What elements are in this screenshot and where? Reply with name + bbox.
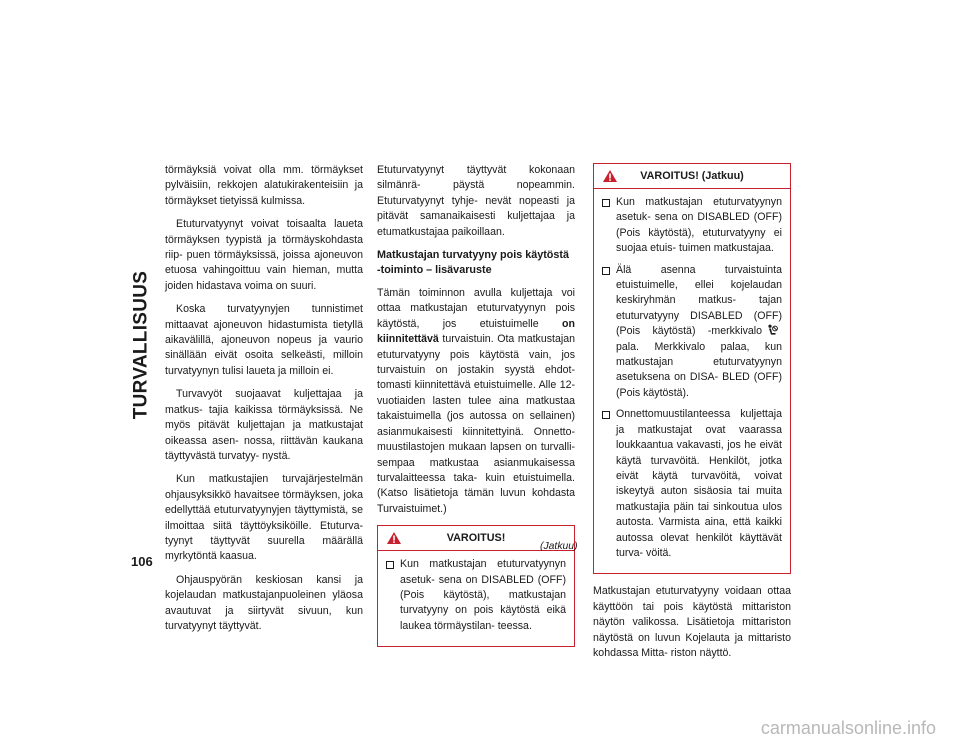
page-number: 106	[131, 554, 153, 569]
list-item	[602, 263, 782, 402]
emphasis-text: on kiinnitettävä	[377, 317, 575, 346]
section-tab	[130, 160, 152, 530]
continued-label: (Jatkuu)	[540, 541, 578, 552]
section-heading-line2: -toiminto – lisävaruste	[377, 264, 492, 277]
list-item-text: Kun matkustajan etuturvatyynyn asetuk- sena on DISABLED (OFF) (Pois käytöstä), etuturvatyyny ei suojaa etuis- tuimen matkustajaa.	[616, 196, 782, 255]
paragraph: Koska turvatyynyjen tunnistimet mittaavat ajoneuvon hidastumista tietyllä aikavälillä, ajoneuvon nopeus ja vaurio sinällään eivät osoita selkeästi, milloin turvatyynyn tulisi laueta ja milloin ei.	[165, 303, 363, 377]
column-3	[593, 163, 791, 669]
list-item	[602, 407, 782, 561]
column-2	[377, 163, 575, 657]
column-1	[165, 163, 363, 642]
paragraph: Matkustajan etuturvatyyny voidaan ottaa käyttöön tai pois käytöstä mittariston näytön valikossa. Lisätietoja mittariston näytöstä on luvun Kojelauta ja mittaristo kohdassa Mitta- riston näyttö.	[593, 585, 791, 659]
text-run: turvaistuin. Ota matkustajan etuturvatyyny pois käytöstä vain, jos turvaistuin on jostakin syystä ehdot- tomasti kiinnitettävä etuistuimelle. Alle 12-vuotiaiden lasten tulee aina matkustaa takaistuimella (jos autossa on sellainen) asianmukaisesti kiinnitettyinä. Onnetto- muustilastojen mukaan lapsen on turvalli- sempaa matkustaa asianmukaisessa turvalaitteessa taka- kuin etuistuimella. (Katso lisätietoja tämän luvun kohdasta Turvaistuimet.)	[377, 333, 575, 515]
list-item	[602, 195, 782, 257]
warning-header	[594, 164, 790, 189]
paragraph: Ohjauspyörän keskiosan kansi ja kojelaudan matkustajanpuoleinen yläosa avautuvat ja siirtyvät sivuun, kun turvatyynyt täyttyvät.	[165, 573, 363, 632]
warning-triangle-icon	[386, 531, 402, 545]
section-heading	[377, 248, 575, 278]
airbag-off-indicator-icon	[766, 324, 778, 337]
paragraph: Etuturvatyynyt täyttyvät kokonaan silmänrä- päystä nopeammin. Etuturvatyynyt tyhje- nevät nopeasti ja pitävät samanaikaisesti kuljettajaa ja etumatkustajaa paikoillaan.	[377, 164, 575, 238]
footer-watermark: carmanualsonline.info	[760, 717, 936, 738]
warning-title: VAROITUS! (Jatkuu)	[640, 170, 744, 182]
section-tab-label: TURVALLISUUS	[130, 270, 152, 420]
paragraph: Kun matkustajien turvajärjestelmän ohjausyksikkö havaitsee törmäyksen, joka edellyttää etuturvatyynyjen täyttymistä, se ilmoittaa siitä täyttöyksiköille. Etuturva- tyynyt täyttyvät suurella määrällä myrkytöntä kaasua.	[165, 473, 363, 563]
section-heading-line1: Matkustajan turvatyyny pois käytöstä	[377, 249, 570, 262]
list-item-text: Kun matkustajan etuturvatyynyn asetuk- sena on DISABLED (OFF) (Pois käytöstä), matkustajan turvatyyny on pois käytöstä eikä laukea törmäystilan- teessa.	[400, 558, 566, 632]
warning-list	[594, 195, 790, 561]
list-item-text: pala. Merkkivalo palaa, kun matkustajan etuturvatyynyn asetuksena on DISA- BLED (OFF) (Pois käytöstä).	[616, 340, 782, 399]
warning-triangle-icon	[602, 169, 618, 183]
list-item-text: Onnettomuustilanteessa kuljettaja ja matkustajat ovat vaarassa loukkaantua vakavasti, jos he eivät käytä turvavöitä. Henkilöt, jotka eivät käytä turvavöitä, voivat iskeytyä auton sisäosia tai muita matkustajia päin tai sinkoutua ulos autosta. Varmista aina, että kaikki autossa olevat henkilöt käyttävät turva- vöitä.	[616, 408, 782, 559]
warning-title: VAROITUS!	[446, 532, 506, 545]
warning-box	[593, 163, 791, 574]
paragraph: Etuturvatyynyt voivat toisaalta laueta törmäyksen tyypistä ja törmäyskohdasta riip- puen törmäyksissä, joissa ajoneuvon etuosa vahingoittuu vain hieman, mutta joiden hidastava voima on suuri.	[165, 218, 363, 292]
paragraph: törmäyksiä voivat olla mm. törmäykset pylväisiin, rekkojen alatukirakenteisiin ja törmäykset tietyissä kulmissa.	[165, 164, 363, 207]
checkbox-bullet-icon	[602, 199, 610, 207]
checkbox-bullet-icon	[602, 411, 610, 419]
paragraph	[377, 286, 575, 517]
text-run: Tämän toiminnon avulla kuljettaja voi ottaa matkustajan etuturvatyynyn pois käytöstä, jos etuistuimelle	[377, 287, 575, 330]
list-item-text: Älä asenna turvaistuinta etuistuimelle, ellei kojelaudan keskiryhmän matkus- tajan etuturvatyyny DISABLED (OFF) (Pois käytöstä) -merkkivalo	[616, 263, 782, 338]
warning-list	[378, 557, 574, 634]
checkbox-bullet-icon	[602, 267, 610, 275]
paragraph: Turvavyöt suojaavat kuljettajaa ja matkus- tajia kaikissa törmäyksissä. Ne myös pitävät kuljettajan ja matkustajat oikeassa asen- nossa, riittävän kaukana täyttyvästä turvatyy- nystä.	[165, 388, 363, 462]
checkbox-bullet-icon	[386, 561, 394, 569]
list-item	[386, 557, 566, 634]
